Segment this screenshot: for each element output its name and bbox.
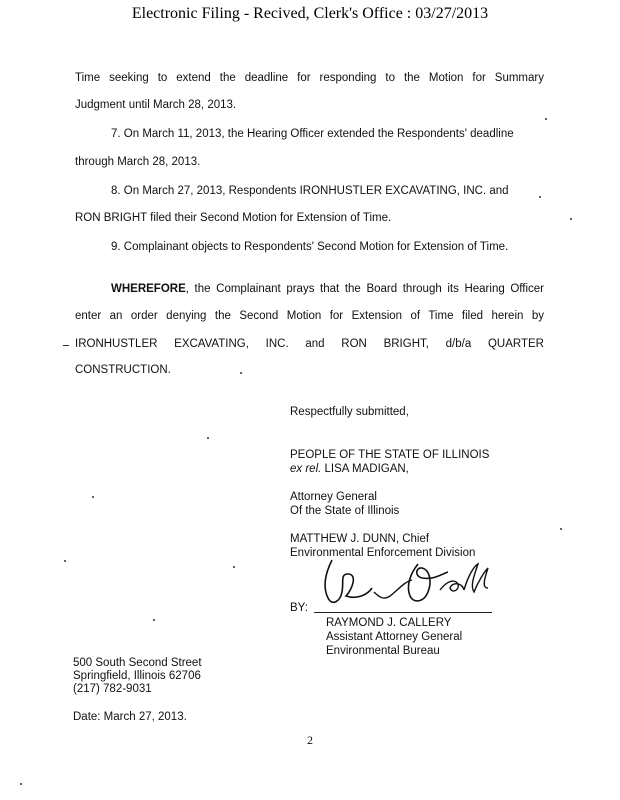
address-street: 500 South Second Street (73, 657, 202, 669)
scan-speck (539, 196, 541, 198)
paragraph-8-line-2: RON BRIGHT filed their Second Motion for Extension of Time. (75, 212, 392, 224)
signer-bureau: Environmental Bureau (326, 645, 440, 657)
wherefore-line-2: enter an order denying the Second Motion for Extension of Time filed herein by (75, 310, 544, 322)
paragraph-7-line-1: 7. On March 11, 2013, the Hearing Officer extended the Respondents' deadline (111, 128, 514, 140)
chief-division: Environmental Enforcement Division (290, 547, 476, 559)
ag-state: Of the State of Illinois (290, 505, 400, 517)
scan-speck (545, 118, 547, 120)
filing-stamp-header: Electronic Filing - Recived, Clerk's Office : 03/27/2013 (131, 5, 489, 22)
scan-speck (570, 218, 572, 220)
address-city: Springfield, Illinois 62706 (73, 670, 201, 682)
people-block (290, 448, 489, 476)
paragraph-6-line-2: Judgment until March 28, 2013. (75, 99, 237, 111)
paragraph-7-line-2: through March 28, 2013. (75, 156, 201, 168)
signer-name: RAYMOND J. CALLERY (326, 617, 452, 629)
address-block (73, 657, 202, 696)
wherefore-label: WHEREFORE (111, 283, 186, 295)
wherefore-line-4: CONSTRUCTION. (75, 364, 171, 376)
attorney-general-block (290, 490, 399, 518)
paragraph-6-line-1: Time seeking to extend the deadline for responding to the Motion for Summary (75, 72, 544, 84)
people-of-illinois: PEOPLE OF THE STATE OF ILLINOIS (290, 449, 490, 461)
ex-rel-name: LISA MADIGAN, (321, 463, 409, 475)
scan-speck (92, 496, 94, 498)
chief-name: MATTHEW J. DUNN, Chief (290, 533, 430, 545)
closing-text: Respectfully submitted, (290, 406, 409, 418)
address-phone: (217) 782-9031 (73, 683, 152, 695)
scan-speck (153, 619, 155, 621)
scan-speck (560, 528, 562, 530)
ag-title: Attorney General (290, 491, 377, 503)
scan-speck (207, 437, 209, 439)
ex-rel-line (290, 462, 489, 476)
scan-mark (63, 345, 69, 346)
wherefore-line-1 (111, 283, 544, 295)
handwritten-signature (318, 552, 498, 614)
signer-title: Assistant Attorney General (326, 631, 463, 643)
scan-speck (64, 560, 66, 562)
date-line: Date: March 27, 2013. (73, 711, 187, 723)
signer-block (326, 616, 462, 658)
signature-line (314, 612, 492, 613)
paragraph-8-line-1: 8. On March 27, 2013, Respondents IRONHUSTLER EXCAVATING, INC. and (111, 185, 509, 197)
scan-speck (20, 783, 22, 785)
scan-speck (233, 566, 235, 568)
wherefore-line-3: IRONHUSTLER EXCAVATING, INC. and RON BRIGHT, d/b/a QUARTER (75, 338, 544, 350)
page-number: 2 (307, 733, 313, 747)
by-label: BY: (290, 602, 308, 614)
wherefore-line-1-text: , the Complainant prays that the Board through its Hearing Officer (185, 283, 544, 295)
ex-rel-prefix: ex rel. (290, 463, 322, 475)
paragraph-9-line-1: 9. Complainant objects to Respondents' Second Motion for Extension of Time. (111, 241, 509, 253)
scan-speck (240, 372, 242, 374)
